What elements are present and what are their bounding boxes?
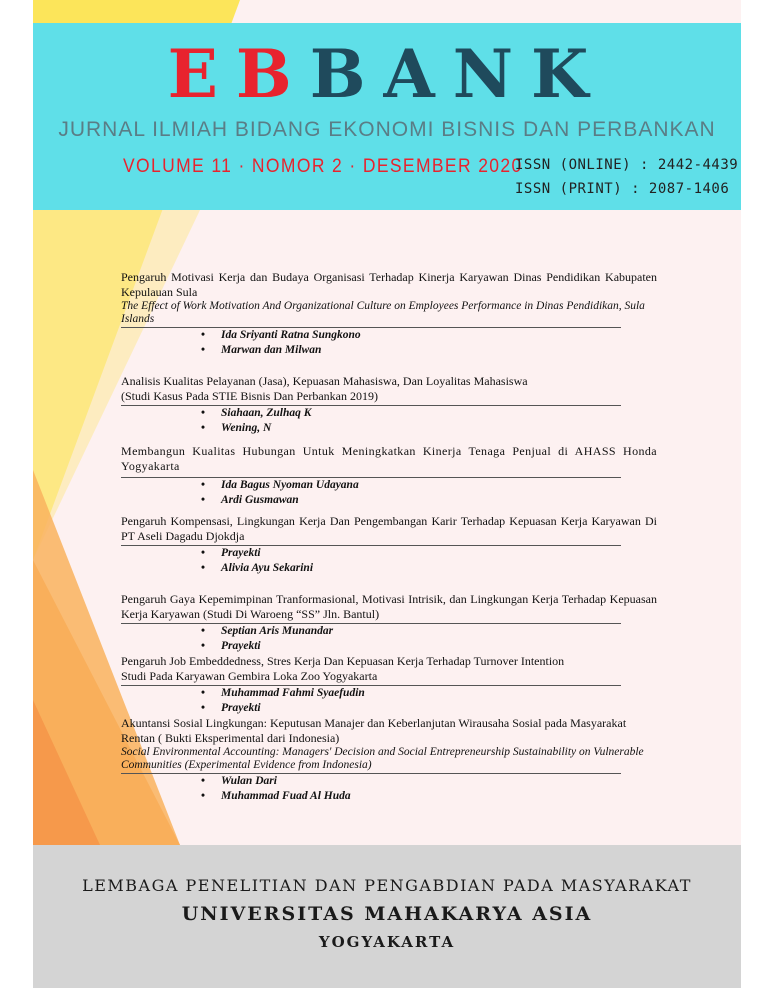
author-list xyxy=(121,546,657,576)
author: • Ida Sriyanti Ratna Sungkono xyxy=(121,328,657,343)
author-list xyxy=(121,478,657,508)
volume-line: VOLUME 11 · NOMOR 2 · DESEMBER 2020 xyxy=(123,156,523,177)
author: • Prayekti xyxy=(121,701,657,716)
article-title: Pengaruh Motivasi Kerja dan Budaya Organisasi Terhadap Kinerja Karyawan Dinas Pendidikan Kabupaten Kepulauan Sula xyxy=(121,270,657,299)
article-3 xyxy=(121,444,657,508)
publisher-city: YOGYAKARTA xyxy=(318,933,456,951)
article-5 xyxy=(121,592,657,654)
author: • Prayekti xyxy=(121,639,657,654)
issn-online: ISSN (ONLINE) : 2442-4439 xyxy=(515,157,739,173)
author: • Muhammad Fuad Al Huda xyxy=(121,789,657,804)
author: • Ida Bagus Nyoman Udayana xyxy=(121,478,657,493)
logo-bank: BANK xyxy=(309,35,607,113)
article-title: Analisis Kualitas Pelayanan (Jasa), Kepuasan Mahasiswa, Dan Loyalitas Mahasiswa xyxy=(121,374,528,388)
article-subtitle: (Studi Kasus Pada STIE Bisnis Dan Perbankan 2019) xyxy=(121,389,378,403)
article-title: Akuntansi Sosial Lingkungan: Keputusan Manajer dan Keberlanjutan Wirausaha Sosial pada Masyarakat Rentan ( Bukti Eksperimental dari Indonesia) xyxy=(121,716,627,745)
article-title-english: Social Environmental Accounting: Managers' Decision and Social Entrepreneurship Sustainability on Vulnerable Communities (Experimental Evidence from Indonesia) xyxy=(121,746,644,771)
journal-logo xyxy=(33,35,741,113)
author-list xyxy=(121,406,657,436)
author: • Marwan dan Milwan xyxy=(121,343,657,358)
author: • Wulan Dari xyxy=(121,774,657,789)
article-title: Pengaruh Kompensasi, Lingkungan Kerja Dan Pengembangan Karir Terhadap Kepuasan Kerja Karyawan Di PT Aseli Dagadu Djokdja xyxy=(121,514,657,543)
author: • Ardi Gusmawan xyxy=(121,493,657,508)
article-4 xyxy=(121,514,657,576)
article-subtitle: Studi Pada Karyawan Gembira Loka Zoo Yogyakarta xyxy=(121,669,378,683)
issn-print: ISSN (PRINT) : 2087-1406 xyxy=(515,181,730,197)
table-of-contents xyxy=(121,270,657,804)
author: • Alivia Ayu Sekarini xyxy=(121,561,657,576)
article-2 xyxy=(121,374,657,436)
publisher-institute: LEMBAGA PENELITIAN DAN PENGABDIAN PADA MASYARAKAT xyxy=(82,876,692,895)
author: • Septian Aris Munandar xyxy=(121,624,657,639)
article-title: Membangun Kualitas Hubungan Untuk Meningkatkan Kinerja Tenaga Penjual di AHASS Honda Yogyakarta xyxy=(121,444,657,473)
author: • Siahaan, Zulhaq K xyxy=(121,406,657,421)
author: • Prayekti xyxy=(121,546,657,561)
author-list xyxy=(121,624,657,654)
author-list xyxy=(121,686,657,716)
article-title: Pengaruh Gaya Kepemimpinan Tranformasional, Motivasi Intrisik, dan Lingkungan Kerja Terhadap Kepuasan Kerja Karyawan (Studi Di Waroeng “SS” Jln. Bantul) xyxy=(121,592,657,621)
journal-subtitle: JURNAL ILMIAH BIDANG EKONOMI BISNIS DAN PERBANKAN xyxy=(58,118,716,141)
journal-header xyxy=(33,23,741,210)
publisher-university: UNIVERSITAS MAHAKARYA ASIA xyxy=(181,903,593,925)
article-title-english: The Effect of Work Motivation And Organizational Culture on Employees Performance in Dinas Pendidikan, Sula Islands xyxy=(121,300,645,325)
article-7 xyxy=(121,716,657,804)
article-title: Pengaruh Job Embeddedness, Stres Kerja Dan Kepuasan Kerja Terhadap Turnover Intention xyxy=(121,654,565,668)
author: • Muhammad Fahmi Syaefudin xyxy=(121,686,657,701)
article-1 xyxy=(121,270,657,358)
publisher-footer xyxy=(33,845,741,988)
author-list xyxy=(121,774,657,804)
article-6 xyxy=(121,654,657,716)
author-list xyxy=(121,328,657,358)
author: • Wening, N xyxy=(121,421,657,436)
logo-eb: EB xyxy=(167,35,310,113)
